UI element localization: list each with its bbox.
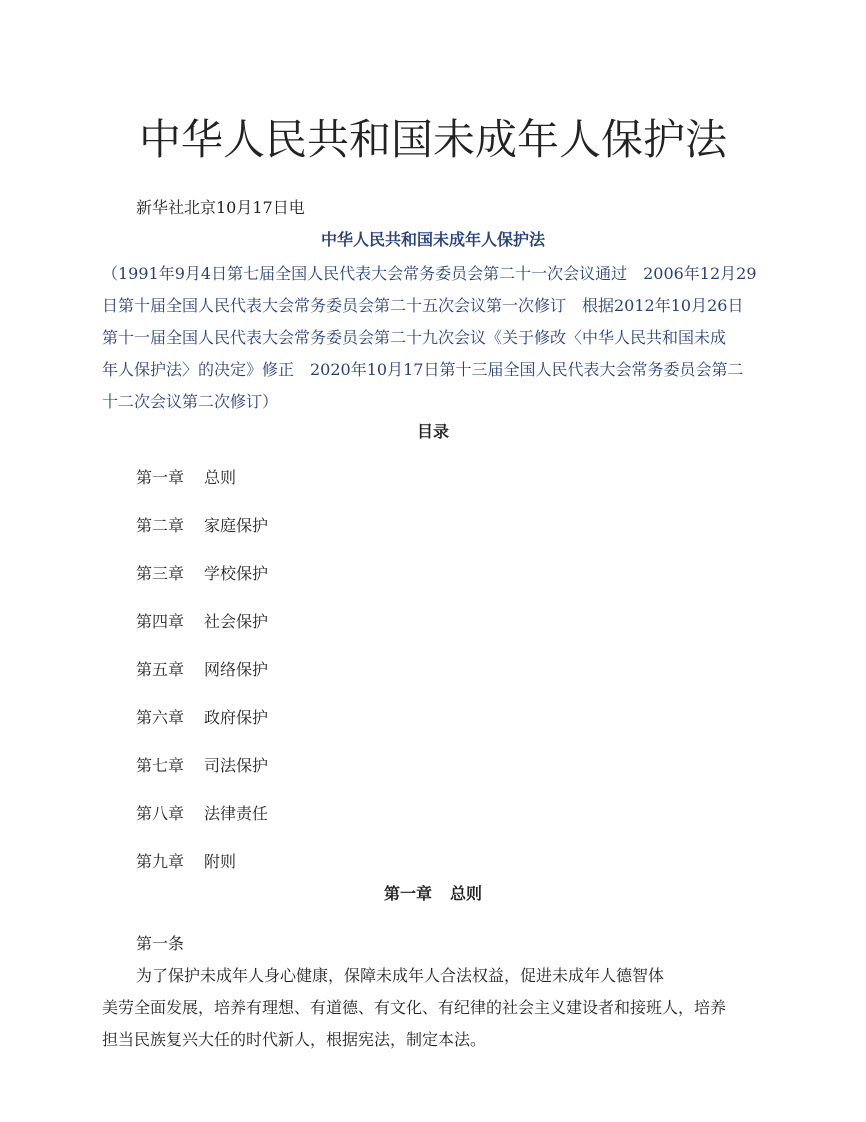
toc-chapter-number: 第一章 xyxy=(136,468,185,487)
toc-chapter-name: 总则 xyxy=(204,468,237,487)
toc-heading: 目录 xyxy=(416,422,449,441)
toc-chapter-number: 第二章 xyxy=(136,516,185,535)
toc-item xyxy=(136,658,268,706)
law-title: 中华人民共和国未成年人保护法 xyxy=(320,230,545,249)
toc-chapter-name: 家庭保护 xyxy=(204,516,269,535)
toc-chapter-name: 政府保护 xyxy=(204,708,269,727)
article-first-line xyxy=(102,928,766,992)
toc-chapter-name: 社会保护 xyxy=(204,612,269,631)
toc-chapter-number: 第七章 xyxy=(136,756,185,775)
article-1 xyxy=(102,928,766,1056)
toc-item xyxy=(136,706,268,754)
revision-history-line: 日第十届全国人民代表大会常务委员会第二十五次会议第一次修订 根据2012年10月26日 xyxy=(102,296,744,315)
chapter-heading xyxy=(0,882,866,906)
toc-chapter-name: 法律责任 xyxy=(204,804,269,823)
revision-history xyxy=(102,258,766,418)
document-title: 中华人民共和国未成年人保护法 xyxy=(138,115,727,164)
toc-chapter-name: 司法保护 xyxy=(204,756,269,775)
toc-item xyxy=(136,610,268,658)
revision-history-line: 年人保护法〉的决定》修正 2020年10月17日第十三届全国人民代表大会常务委员会第二 xyxy=(102,360,744,379)
article-text-line: 担当民族复兴大任的时代新人，根据宪法，制定本法。 xyxy=(102,1030,487,1049)
toc-chapter-name: 学校保护 xyxy=(204,564,269,583)
toc-chapter-number: 第三章 xyxy=(136,564,185,583)
toc-chapter-number: 第八章 xyxy=(136,804,185,823)
dateline: 新华社北京10月17日电 xyxy=(136,198,305,217)
revision-history-line: 第十一届全国人民代表大会常务委员会第二十九次会议《关于修改〈中华人民共和国未成 xyxy=(102,328,727,347)
table-of-contents xyxy=(136,466,268,898)
article-text-line: 为了保护未成年人身心健康，保障未成年人合法权益，促进未成年人德智体 xyxy=(136,966,665,985)
toc-chapter-name: 网络保护 xyxy=(204,660,269,679)
toc-item xyxy=(136,514,268,562)
toc-chapter-name: 附则 xyxy=(204,852,237,871)
toc-chapter-number: 第四章 xyxy=(136,612,185,631)
toc-chapter-number: 第六章 xyxy=(136,708,185,727)
toc-chapter-number: 第五章 xyxy=(136,660,185,679)
chapter-name: 总则 xyxy=(450,884,483,903)
revision-history-line: （1991年9月4日第七届全国人民代表大会常务委员会第二十一次会议通过 2006年12月29 xyxy=(102,264,757,283)
article-text-line: 美劳全面发展，培养有理想、有道德、有文化、有纪律的社会主义建设者和接班人，培养 xyxy=(102,998,727,1017)
toc-item xyxy=(136,562,268,610)
toc-item xyxy=(136,802,268,850)
article-label: 第一条 xyxy=(136,934,185,953)
toc-item xyxy=(136,466,268,514)
toc-chapter-number: 第九章 xyxy=(136,852,185,871)
toc-item xyxy=(136,754,268,802)
revision-history-line: 十二次会议第二次修订） xyxy=(102,392,279,411)
chapter-number: 第一章 xyxy=(383,884,432,903)
